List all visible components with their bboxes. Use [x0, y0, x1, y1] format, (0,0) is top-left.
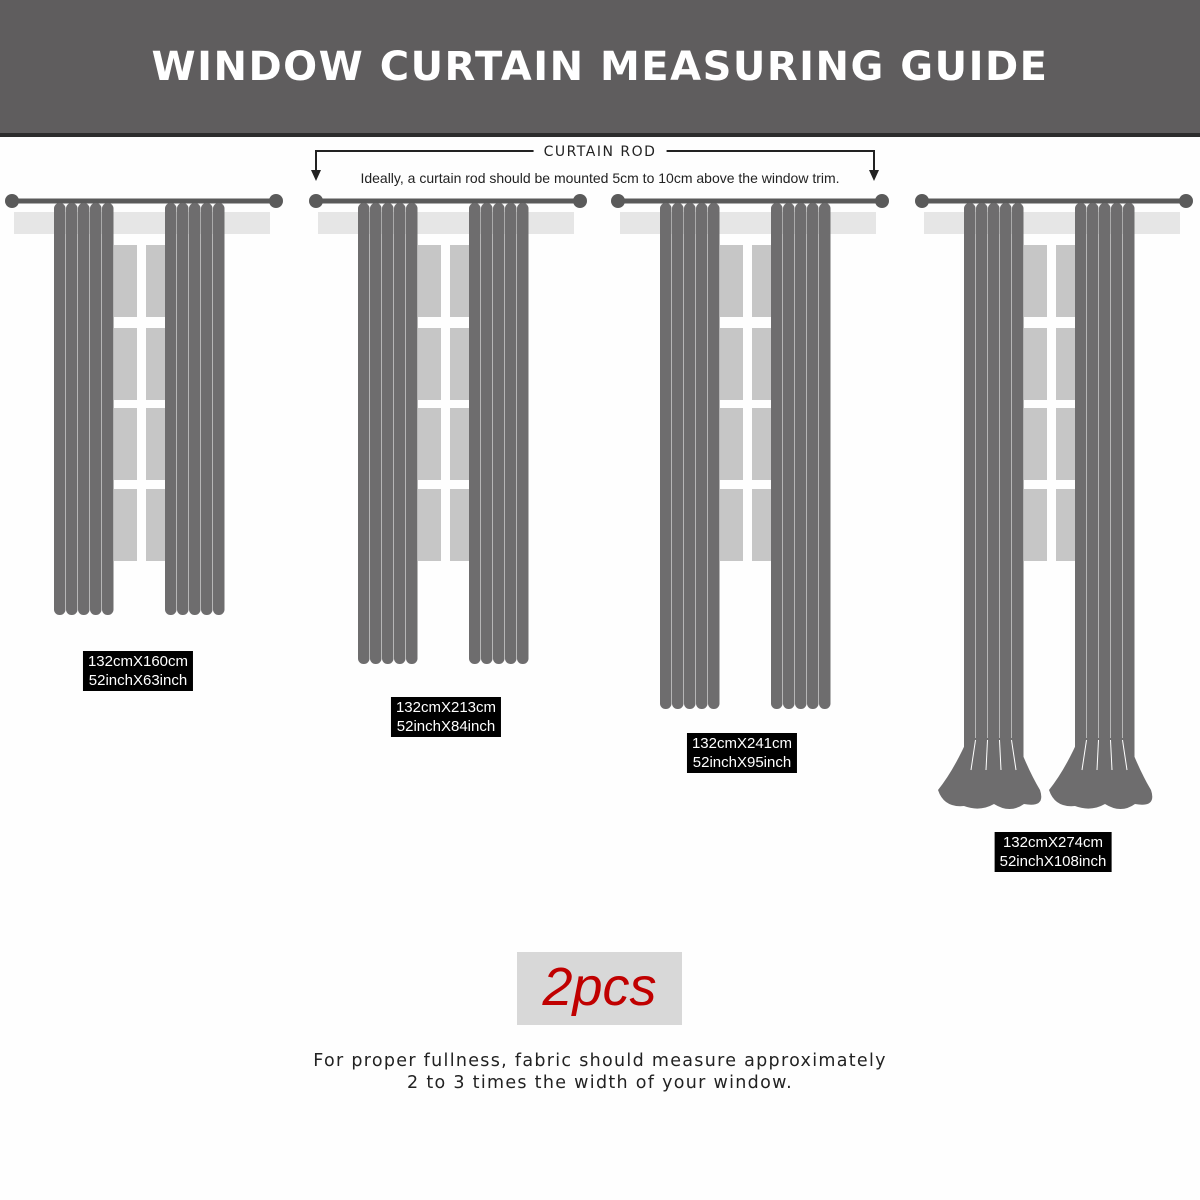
curtain-pleat-3: [1099, 203, 1111, 773]
size-label-4: [995, 832, 1112, 872]
quantity-text: 2pcs: [542, 956, 657, 1017]
curtain-pleat-4: [807, 203, 819, 709]
curtain-pleat-5: [819, 203, 831, 709]
curtain-pleat-4: [90, 203, 102, 615]
curtain-pleat-2: [976, 203, 988, 773]
size-imperial-1: 52inchX63inch: [88, 672, 188, 689]
curtain-pleat-4: [505, 203, 517, 664]
curtain-pleat-5: [1123, 203, 1135, 773]
window-pane-1-2: [114, 328, 137, 400]
curtain-pleat-3: [795, 203, 807, 709]
curtain-panel-1: [54, 203, 114, 615]
rod-finial-right: [875, 194, 889, 208]
curtain-pleat-5: [406, 203, 418, 664]
size-imperial-2: 52inchX84inch: [396, 718, 496, 735]
rod-bracket-left-arrow: [311, 170, 321, 181]
curtain-pleat-4: [394, 203, 406, 664]
window-pane-1-1: [114, 245, 137, 317]
fullness-note-line-2: 2 to 3 times the width of your window.: [407, 1073, 793, 1093]
window-pane-1-1: [720, 245, 743, 317]
rod-finial-right: [573, 194, 587, 208]
rod-finial-left: [915, 194, 929, 208]
window-pane-1-1: [418, 245, 441, 317]
window-pane-1-4: [114, 489, 137, 561]
window-pane-1-2: [418, 328, 441, 400]
curtain-pleat-5: [1012, 203, 1024, 773]
curtain-pleat-3: [684, 203, 696, 709]
size-label-3: [687, 733, 797, 773]
size-label-1: [83, 651, 193, 691]
curtain-pleat-1: [54, 203, 66, 615]
curtain-layout-1: [5, 194, 283, 615]
curtain-layout-2: [309, 194, 587, 664]
window-pane-1-1: [1024, 245, 1047, 317]
window-pane-1-4: [418, 489, 441, 561]
size-metric-1: 132cmX160cm: [87, 653, 189, 670]
curtain-pleat-4: [201, 203, 213, 615]
fullness-note-line-1: For proper fullness, fabric should measure approximately: [313, 1051, 887, 1071]
rod-finial-right: [1179, 194, 1193, 208]
curtain-layout-3: [611, 194, 889, 709]
size-metric-3: 132cmX241cm: [691, 735, 793, 752]
curtain-pleat-2: [783, 203, 795, 709]
curtain-pleat-4: [1111, 203, 1123, 773]
curtain-pleat-2: [1087, 203, 1099, 773]
curtain-pleat-1: [660, 203, 672, 709]
curtain-pleat-1: [469, 203, 481, 664]
curtain-pleat-5: [708, 203, 720, 709]
curtain-puddle: [938, 738, 1041, 809]
window-trim: [318, 212, 574, 234]
size-imperial-4: 52inchX108inch: [999, 853, 1107, 870]
curtain-pleat-3: [988, 203, 1000, 773]
window-trim: [14, 212, 270, 234]
curtain-panel-1: [358, 203, 418, 664]
window-trim: [620, 212, 876, 234]
curtain-pleat-2: [370, 203, 382, 664]
curtain-pleat-2: [672, 203, 684, 709]
size-label-2: [391, 697, 501, 737]
curtain-pleat-2: [66, 203, 78, 615]
rod-finial-left: [611, 194, 625, 208]
curtain-puddle: [1049, 738, 1152, 809]
window-pane-1-3: [720, 408, 743, 480]
curtain-pleat-1: [964, 203, 976, 773]
curtain-pleat-4: [696, 203, 708, 709]
curtain-pleat-3: [78, 203, 90, 615]
quantity-badge: [517, 952, 682, 1025]
rod-finial-right: [269, 194, 283, 208]
curtain-pleat-1: [358, 203, 370, 664]
size-metric-2: 132cmX213cm: [395, 699, 497, 716]
curtain-layout-4: [915, 194, 1193, 809]
window-pane-1-4: [720, 489, 743, 561]
rod-finial-left: [309, 194, 323, 208]
window-pane-1-3: [1024, 408, 1047, 480]
window-pane-1-3: [418, 408, 441, 480]
curtain-pleat-5: [213, 203, 225, 615]
curtain-panel-2: [165, 203, 225, 615]
curtain-rod-label: CURTAIN ROD: [534, 144, 667, 160]
rod-mounting-note: Ideally, a curtain rod should be mounted 5cm to 10cm above the window trim.: [360, 170, 840, 186]
curtain-pleat-4: [1000, 203, 1012, 773]
fullness-note: [313, 1050, 887, 1094]
curtain-pleat-2: [481, 203, 493, 664]
window-pane-1-2: [1024, 328, 1047, 400]
rod-bracket-right-arrow: [869, 170, 879, 181]
window-pane-1-4: [1024, 489, 1047, 561]
rod-finial-left: [5, 194, 19, 208]
curtain-panel-1: [660, 203, 720, 709]
size-imperial-3: 52inchX95inch: [692, 754, 792, 771]
size-metric-4: 132cmX274cm: [1002, 834, 1104, 851]
curtain-pleat-2: [177, 203, 189, 615]
curtain-panel-2: [771, 203, 831, 709]
curtain-pleat-1: [1075, 203, 1087, 773]
curtain-pleat-5: [517, 203, 529, 664]
window-pane-1-3: [114, 408, 137, 480]
guide-title: WINDOW CURTAIN MEASURING GUIDE: [151, 43, 1049, 90]
curtain-pleat-1: [165, 203, 177, 615]
curtain-pleat-3: [382, 203, 394, 664]
window-trim: [924, 212, 1180, 234]
curtain-pleat-1: [771, 203, 783, 709]
curtain-pleat-3: [493, 203, 505, 664]
curtain-pleat-5: [102, 203, 114, 615]
window-pane-1-2: [720, 328, 743, 400]
curtain-panel-2: [469, 203, 529, 664]
curtain-pleat-3: [189, 203, 201, 615]
